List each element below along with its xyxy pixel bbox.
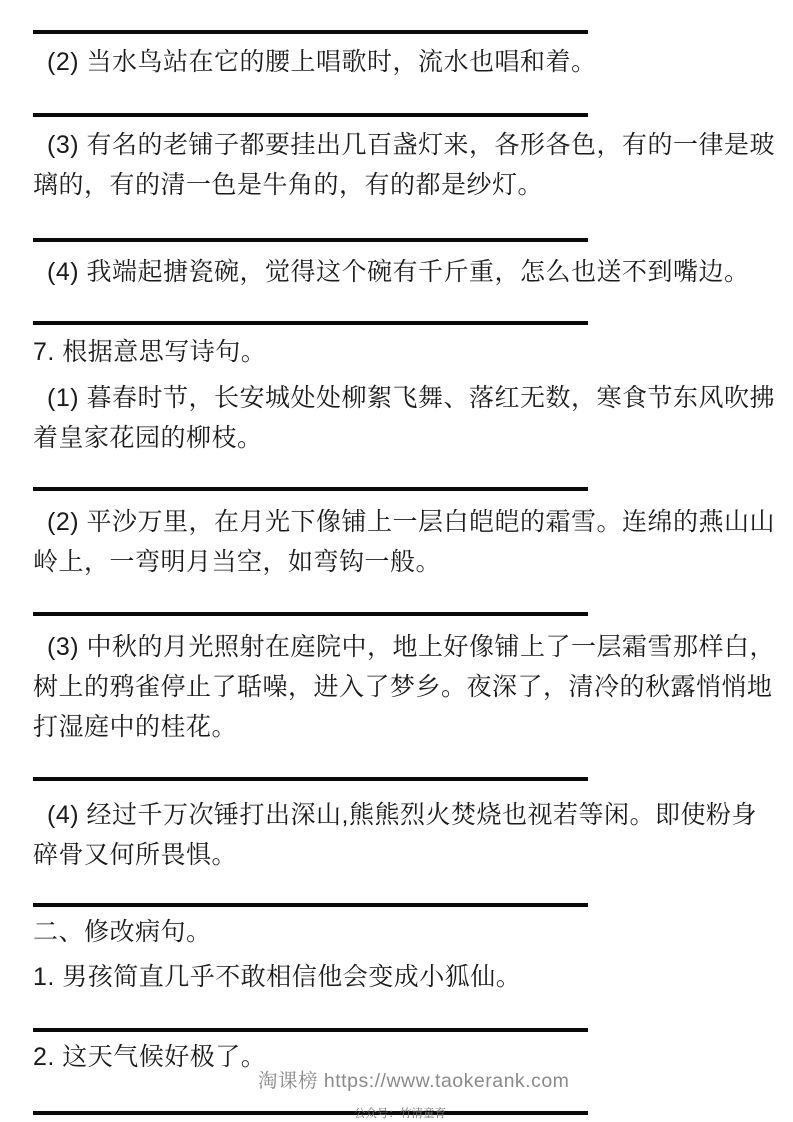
sentence-item-4: (4) 我端起搪瓷碗，觉得这个碗有千斤重，怎么也送不到嘴边。 [47, 258, 750, 286]
answer-blank-line-6 [33, 612, 588, 616]
sentence-item-3: (3) 有名的老铺子都要挂出几百盏灯来，各形各色，有的一律是玻璃的，有的清一色是牛角的，有的都是纱灯。 [33, 131, 776, 199]
answer-blank-line-1 [33, 30, 588, 34]
question-7-heading: 7. 根据意思写诗句。 [33, 338, 267, 366]
answer-blank-line-8 [33, 903, 588, 907]
answer-blank-line-7 [33, 777, 588, 781]
answer-blank-line-2 [33, 113, 588, 117]
question-7-item-2: (2) 平沙万里，在月光下像铺上一层白皑皑的霜雪。连绵的燕山山岭上，一弯明月当空，如弯钩一般。 [33, 508, 776, 576]
question-7-item-4: (4) 经过千万次锤打出深山,熊熊烈火焚烧也视若等闲。即使粉身碎骨又何所畏惧。 [33, 801, 757, 869]
site-watermark: 淘课榜 https://www.taokerank.com [258, 1070, 570, 1092]
section-2-item-1: 1. 男孩简直几乎不敢相信他会变成小狐仙。 [33, 963, 522, 991]
footer-stamp: 公众号：竹清童育 [354, 1108, 446, 1120]
question-7-item-3: (3) 中秋的月光照射在庭院中，地上好像铺上了一层霜雪那样白，树上的鸦雀停止了聒噪，进入了梦乡。夜深了，清冷的秋露悄悄地打湿庭中的桂花。 [33, 633, 776, 741]
question-7-item-1: (1) 暮春时节，长安城处处柳絮飞舞、落红无数，寒食节东风吹拂着皇家花园的柳枝。 [33, 384, 776, 452]
sentence-item-2: (2) 当水鸟站在它的腰上唱歌时，流水也唱和着。 [47, 48, 597, 76]
answer-blank-line-5 [33, 487, 588, 491]
answer-blank-line-10 [33, 1111, 588, 1115]
answer-blank-line-9 [33, 1028, 588, 1032]
section-2-item-2: 2. 这天气候好极了。 [33, 1043, 267, 1071]
answer-blank-line-4 [33, 321, 588, 325]
section-2-heading: 二、修改病句。 [33, 918, 212, 946]
answer-blank-line-3 [33, 238, 588, 242]
